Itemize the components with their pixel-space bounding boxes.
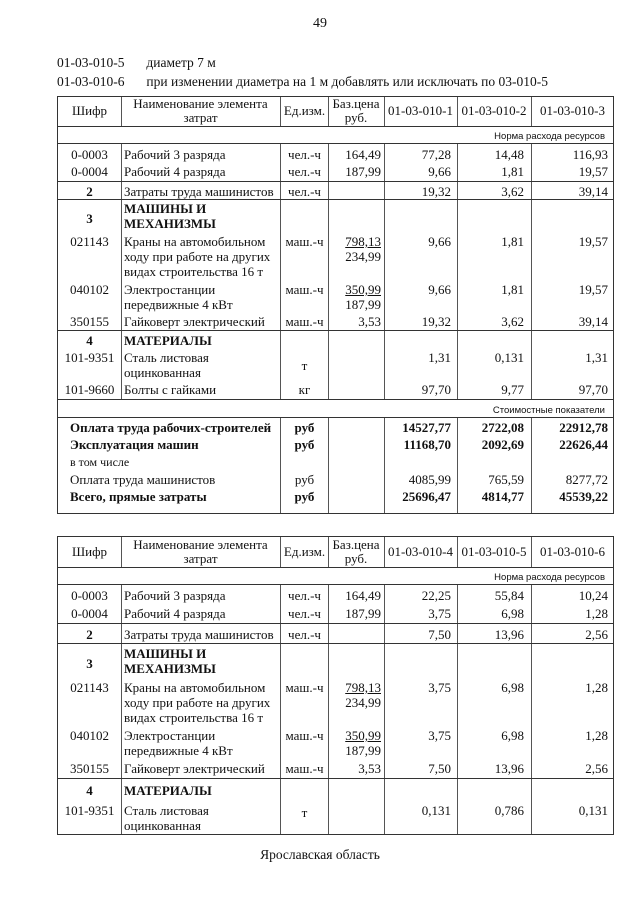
row-value: 22,25 — [421, 588, 451, 603]
cost-value: 765,59 — [488, 472, 524, 487]
row-code: 0-0003 — [71, 147, 108, 162]
row-name: Электростанции передвижные 4 кВт — [124, 282, 233, 312]
row-unit: маш.-ч — [285, 282, 324, 297]
row-value: 1,28 — [585, 606, 608, 621]
materials-group — [58, 778, 613, 834]
header-code: Шифр — [72, 103, 107, 118]
cost-label-row — [58, 399, 613, 417]
row-unit: чел.-ч — [288, 164, 321, 179]
row-value: 14,48 — [494, 147, 524, 162]
row-code: 350155 — [70, 314, 109, 329]
row-value: 0,131 — [421, 803, 451, 818]
resource-table-1 — [57, 96, 614, 514]
row-unit: чел.-ч — [288, 147, 321, 162]
row-price-bottom: 234,99 — [345, 249, 381, 264]
row-value: 7,50 — [428, 761, 451, 776]
intro-text: при изменении диаметра на 1 м добавлять или исключать по 03-010-5 — [146, 74, 548, 89]
intro-line-2 — [57, 74, 548, 90]
row-unit: маш.-ч — [285, 314, 324, 329]
row-value: 6,98 — [501, 606, 524, 621]
row-price-bottom: 187,99 — [345, 743, 381, 758]
header-unit: Ед.изм. — [283, 544, 326, 559]
cost-value: 22912,78 — [559, 420, 608, 435]
header-col-4: 01-03-010-4 — [388, 544, 453, 559]
row-code: 040102 — [70, 728, 109, 743]
header-col-5: 01-03-010-5 — [461, 544, 527, 559]
section-code: 3 — [86, 211, 93, 226]
section-title: МАШИНЫ И МЕХАНИЗМЫ — [124, 201, 216, 231]
row-unit: т — [301, 805, 308, 820]
row-price: 164,49 — [345, 588, 381, 603]
row-value: 1,28 — [585, 728, 608, 743]
row-value: 19,32 — [421, 184, 451, 199]
row-name: Краны на автомобильном ходу при работе на других видах строительства 16 т — [124, 234, 271, 279]
row-value: 7,50 — [428, 627, 451, 642]
row-value: 0,131 — [578, 803, 608, 818]
row-value: 97,70 — [578, 382, 608, 397]
row-value: 19,57 — [578, 282, 608, 297]
row-price-top: 798,13 — [345, 234, 381, 249]
row-price-top: 350,99 — [345, 282, 381, 297]
row-unit: чел.-ч — [288, 184, 321, 199]
row-code: 101-9660 — [64, 382, 115, 397]
header-col-6: 01-03-010-6 — [540, 544, 605, 559]
row-value: 3,62 — [501, 184, 524, 199]
row-value: 55,84 — [494, 588, 524, 603]
intro-line-1 — [57, 55, 216, 71]
row-value: 39,14 — [578, 184, 608, 199]
row-code: 0-0004 — [71, 164, 108, 179]
workers-group — [58, 584, 613, 623]
cost-name: Оплата труда рабочих-строителей — [70, 420, 272, 435]
cost-value: 22626,44 — [559, 437, 608, 452]
row-value: 0,786 — [494, 803, 524, 818]
row-price-top: 350,99 — [345, 728, 381, 743]
row-value: 0,131 — [494, 350, 524, 365]
machinist-labor-row — [58, 623, 613, 643]
row-value: 1,81 — [501, 234, 524, 249]
row-price-bottom: 234,99 — [345, 695, 381, 710]
cost-value: 2092,69 — [481, 437, 524, 452]
header-price: Баз.цена руб. — [332, 537, 380, 566]
row-unit: чел.-ч — [288, 588, 321, 603]
row-unit: маш.-ч — [285, 761, 324, 776]
header-col-1: 01-03-010-1 — [388, 103, 453, 118]
row-value: 77,28 — [421, 147, 451, 162]
row-name: Гайковерт электрический — [124, 314, 265, 329]
row-name: Рабочий 3 разряда — [124, 588, 226, 603]
row-price: 3,53 — [358, 761, 381, 776]
row-code: 0-0004 — [71, 606, 108, 621]
row-value: 1,81 — [501, 282, 524, 297]
row-price-top: 798,13 — [345, 680, 381, 695]
machinist-labor-row — [58, 181, 613, 199]
row-value: 9,66 — [428, 164, 451, 179]
cost-name: Эксплуатация машин — [70, 437, 199, 452]
machines-group — [58, 199, 613, 330]
row-name: Сталь листовая оцинкованная — [124, 803, 209, 833]
row-value: 1,31 — [428, 350, 451, 365]
norm-label: Норма расхода ресурсов — [494, 131, 605, 142]
section-title: МАШИНЫ И МЕХАНИЗМЫ — [124, 646, 216, 676]
header-name: Наименование элемента затрат — [133, 96, 268, 125]
materials-group — [58, 330, 613, 399]
row-value: 6,98 — [501, 728, 524, 743]
row-value: 1,28 — [585, 680, 608, 695]
row-value: 3,75 — [428, 680, 451, 695]
row-name: Сталь листовая оцинкованная — [124, 350, 209, 380]
row-code: 0-0003 — [71, 588, 108, 603]
row-price: 187,99 — [345, 164, 381, 179]
page-number: 49 — [313, 16, 327, 31]
row-value: 6,98 — [501, 680, 524, 695]
row-value: 13,96 — [494, 627, 524, 642]
row-value: 2,56 — [585, 761, 608, 776]
row-unit: чел.-ч — [288, 627, 321, 642]
row-code: 101-9351 — [64, 803, 115, 818]
row-value: 116,93 — [572, 147, 608, 162]
cost-value: 14527,77 — [402, 420, 451, 435]
row-code: 040102 — [70, 282, 109, 297]
row-value: 3,75 — [428, 606, 451, 621]
row-code: 021143 — [70, 234, 109, 249]
row-unit: маш.-ч — [285, 680, 324, 695]
header-col-2: 01-03-010-2 — [461, 103, 527, 118]
row-value: 19,57 — [578, 164, 608, 179]
row-code: 350155 — [70, 761, 109, 776]
row-name: Рабочий 4 разряда — [124, 606, 226, 621]
row-value: 9,66 — [428, 282, 451, 297]
row-value: 9,66 — [428, 234, 451, 249]
row-name: Гайковерт электрический — [124, 761, 265, 776]
row-code: 2 — [86, 184, 93, 199]
row-code: 2 — [86, 627, 93, 642]
row-price: 164,49 — [345, 147, 381, 162]
row-value: 9,77 — [501, 382, 524, 397]
row-value: 19,32 — [421, 314, 451, 329]
resource-table-2 — [57, 536, 614, 835]
intro-code: 01-03-010-6 — [57, 74, 125, 89]
machines-group — [58, 643, 613, 778]
cost-value: 45539,22 — [559, 489, 608, 504]
section-code: 3 — [86, 656, 93, 671]
row-price: 187,99 — [345, 606, 381, 621]
row-value: 1,81 — [501, 164, 524, 179]
cost-unit: руб — [294, 420, 315, 435]
cost-value: 25696,47 — [402, 489, 451, 504]
row-unit: маш.-ч — [285, 728, 324, 743]
norm-label-row — [58, 567, 613, 584]
cost-unit: руб — [294, 489, 315, 504]
row-name: Рабочий 3 разряда — [124, 147, 226, 162]
row-value: 39,14 — [578, 314, 608, 329]
row-unit: кг — [298, 382, 311, 397]
row-value: 97,70 — [421, 382, 451, 397]
row-value: 1,31 — [585, 350, 608, 365]
row-name: Краны на автомобильном ходу при работе на других видах строительства 16 т — [124, 680, 271, 725]
cost-name: Оплата труда машинистов — [70, 472, 216, 487]
row-name: Затраты труда машинистов — [124, 627, 274, 642]
cost-name: Всего, прямые затраты — [70, 489, 207, 504]
row-price: 3,53 — [358, 314, 381, 329]
row-value: 3,62 — [501, 314, 524, 329]
header-code: Шифр — [72, 544, 107, 559]
row-value: 13,96 — [494, 761, 524, 776]
header-price: Баз.цена руб. — [332, 96, 380, 125]
workers-group — [58, 143, 613, 181]
table-header — [58, 537, 613, 567]
row-name: Рабочий 4 разряда — [124, 164, 226, 179]
cost-value: 8277,72 — [565, 472, 608, 487]
row-name: Болты с гайками — [124, 382, 217, 397]
cost-value: 4085,99 — [408, 472, 451, 487]
table-header — [58, 97, 613, 126]
section-title: МАТЕРИАЛЫ — [124, 333, 212, 348]
cost-value: 11168,70 — [403, 437, 451, 452]
row-code: 021143 — [70, 680, 109, 695]
row-name: Электростанции передвижные 4 кВт — [124, 728, 233, 758]
intro-code: 01-03-010-5 — [57, 55, 125, 70]
section-title: МАТЕРИАЛЫ — [124, 783, 212, 798]
norm-label-row — [58, 126, 613, 143]
cost-unit: руб — [294, 437, 315, 452]
row-value: 19,57 — [578, 234, 608, 249]
cost-label: Стоимостные показатели — [492, 405, 605, 416]
norm-label: Норма расхода ресурсов — [494, 572, 605, 583]
cost-name: в том числе — [70, 455, 130, 469]
row-value: 2,56 — [585, 627, 608, 642]
row-value: 10,24 — [578, 588, 608, 603]
header-name: Наименование элемента затрат — [133, 537, 268, 566]
section-code: 4 — [86, 783, 93, 798]
header-unit: Ед.изм. — [283, 103, 326, 118]
row-price-bottom: 187,99 — [345, 297, 381, 312]
header-col-3: 01-03-010-3 — [540, 103, 605, 118]
cost-value: 4814,77 — [481, 489, 524, 504]
cost-value: 2722,08 — [481, 420, 524, 435]
row-code: 101-9351 — [64, 350, 115, 365]
footer-region: Ярославская область — [260, 847, 380, 862]
row-unit: т — [301, 358, 308, 373]
cost-unit: руб — [294, 472, 315, 487]
row-name: Затраты труда машинистов — [124, 184, 274, 199]
section-code: 4 — [86, 333, 93, 348]
costs-group — [58, 417, 613, 513]
row-unit: чел.-ч — [288, 606, 321, 621]
intro-text: диаметр 7 м — [146, 55, 216, 70]
row-unit: маш.-ч — [285, 234, 324, 249]
row-value: 3,75 — [428, 728, 451, 743]
